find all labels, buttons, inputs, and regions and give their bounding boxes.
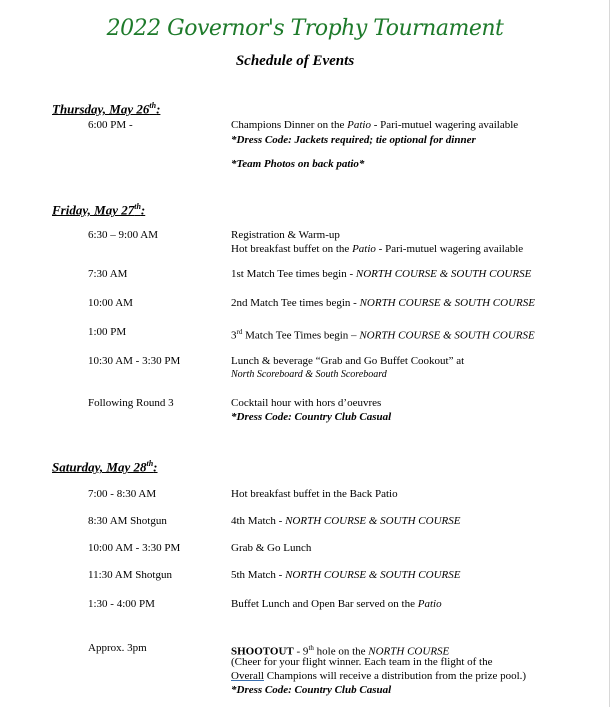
desc-text: 1st Match Tee times begin - bbox=[231, 268, 356, 280]
overall-word: Overall bbox=[231, 670, 264, 682]
schedule-subtitle: Schedule of Events bbox=[235, 53, 355, 69]
desc-text: hole on the bbox=[313, 645, 369, 658]
day-heading-thursday bbox=[52, 101, 160, 117]
event-time: 8:30 AM Shotgun bbox=[88, 515, 167, 527]
event-time: Approx. 3pm bbox=[88, 642, 147, 654]
desc-text: 3 bbox=[231, 329, 237, 342]
ordinal-suffix: rd bbox=[236, 328, 243, 336]
day-label: Friday, May 27 bbox=[52, 202, 135, 218]
event-time: 10:00 AM bbox=[88, 297, 133, 309]
event-time: 6:30 – 9:00 AM bbox=[88, 229, 158, 241]
desc-text: Hot breakfast buffet on the bbox=[231, 243, 353, 255]
event-time: 11:30 AM Shotgun bbox=[88, 569, 172, 581]
ordinal-suffix: th bbox=[308, 644, 314, 652]
course-names: NORTH COURSE & SOUTH COURSE bbox=[359, 297, 535, 309]
scoreboard-locations: North Scoreboard & South Scoreboard bbox=[231, 369, 387, 380]
dress-code: *Dress Code: Jackets required; tie optional for dinner bbox=[231, 134, 476, 146]
team-photos-note: *Team Photos on back patio* bbox=[231, 158, 365, 170]
course-names: NORTH COURSE & SOUTH COURSE bbox=[355, 268, 532, 280]
event-description bbox=[231, 118, 518, 132]
event-description: Registration & Warm-up bbox=[231, 229, 340, 241]
day-colon: : bbox=[156, 101, 161, 117]
event-time: 7:30 AM bbox=[88, 268, 128, 280]
desc-text: 4th Match - bbox=[231, 515, 286, 527]
event-description bbox=[231, 597, 442, 611]
event-time: 10:00 AM - 3:30 PM bbox=[88, 542, 181, 554]
desc-italic: Patio bbox=[347, 119, 371, 131]
desc-text: - Pari-mutuel wagering available bbox=[375, 243, 524, 255]
day-heading-saturday bbox=[52, 459, 158, 475]
event-description: Grab & Go Lunch bbox=[231, 542, 312, 554]
desc-text: Champions will receive a distribution from the prize pool.) bbox=[263, 670, 527, 682]
event-description bbox=[231, 296, 535, 310]
event-time: 1:00 PM bbox=[88, 326, 127, 338]
event-description bbox=[231, 325, 535, 343]
event-description: Cocktail hour with hors d’oeuvres bbox=[231, 397, 382, 409]
event-time: 6:00 PM - bbox=[88, 119, 133, 131]
shootout-note: (Cheer for your flight winner. Each team in the flight of the bbox=[231, 656, 493, 668]
event-description: Lunch & beverage “Grab and Go Buffet Cookout” at bbox=[231, 355, 465, 367]
day-label: Thursday, May 26 bbox=[52, 101, 150, 117]
shootout-label: SHOOTOUT bbox=[231, 645, 294, 658]
desc-text: 2nd Match Tee times begin - bbox=[231, 297, 360, 309]
event-description bbox=[231, 242, 523, 256]
day-suffix: th bbox=[146, 459, 154, 468]
course-names: NORTH COURSE & SOUTH COURSE bbox=[359, 329, 535, 342]
day-colon: : bbox=[140, 202, 146, 218]
dress-code: *Dress Code: Country Club Casual bbox=[231, 684, 392, 696]
desc-text: Champions Dinner on the bbox=[231, 119, 348, 131]
desc-text: Buffet Lunch and Open Bar served on the bbox=[231, 598, 418, 610]
day-suffix: th bbox=[134, 202, 141, 211]
event-time: 1:30 - 4:00 PM bbox=[88, 598, 155, 610]
event-description bbox=[231, 568, 460, 582]
desc-italic: Patio bbox=[352, 243, 376, 255]
day-colon: : bbox=[153, 459, 158, 475]
event-description: Hot breakfast buffet in the Back Patio bbox=[231, 488, 398, 500]
desc-text: - Pari-mutuel wagering available bbox=[370, 119, 519, 131]
desc-text: - 9 bbox=[293, 645, 309, 658]
tournament-title: 2022 Governor's Trophy Tournament bbox=[106, 16, 504, 41]
shootout-note bbox=[231, 669, 526, 683]
dress-code: *Dress Code: Country Club Casual bbox=[231, 411, 392, 423]
event-description bbox=[231, 267, 531, 281]
course-names: NORTH COURSE bbox=[368, 645, 450, 658]
event-time: 10:30 AM - 3:30 PM bbox=[88, 355, 181, 367]
desc-text: 5th Match - bbox=[231, 569, 286, 581]
event-description bbox=[231, 514, 460, 528]
course-names: NORTH COURSE & SOUTH COURSE bbox=[285, 569, 461, 581]
desc-italic: Patio bbox=[417, 598, 442, 610]
day-suffix: th bbox=[149, 101, 157, 110]
event-time: 7:00 - 8:30 AM bbox=[88, 488, 157, 500]
event-time: Following Round 3 bbox=[88, 397, 174, 409]
desc-text: Match Tee Times begin – bbox=[242, 329, 360, 342]
course-names: NORTH COURSE & SOUTH COURSE bbox=[285, 515, 461, 527]
day-heading-friday bbox=[52, 202, 145, 218]
day-label: Saturday, May 28 bbox=[52, 459, 147, 475]
